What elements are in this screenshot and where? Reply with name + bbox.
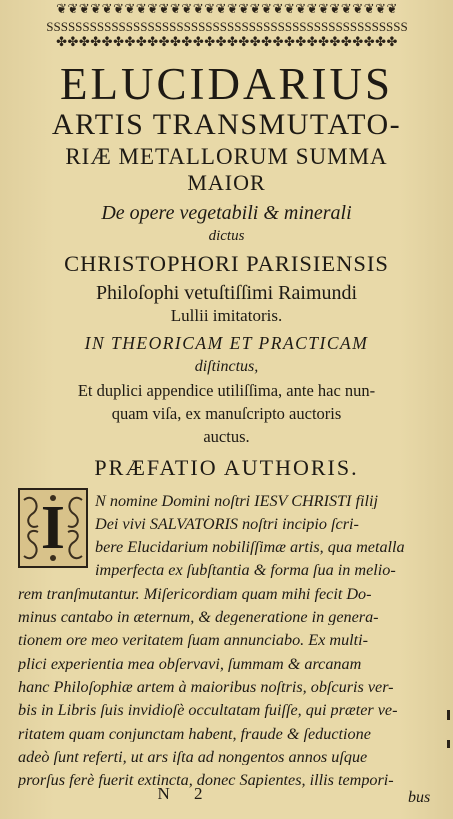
signature-mark: N 2 (157, 784, 213, 803)
preface-line: adeò ſunt referti, ut ars iſta ad nongentos annos uſque (18, 749, 368, 766)
preface-line: rem tranſmutantur. Miſericordiam quam mihi fecit Do- (18, 586, 372, 603)
preface-line: bere Elucidarium nobiliſſimæ artis, qua metalla (95, 539, 405, 556)
title-line-1: ELUCIDARIUS (60, 59, 393, 109)
section-heading: PRÆFATIO AUTHORIS. (94, 455, 359, 480)
preface-line: N nomine Domini noſtri IESV CHRISTI filij (95, 493, 378, 510)
preface-line: plici experientia mea obſervavi, ſummam & arcanam (18, 656, 362, 673)
preface-line: tionem ore meo veritatem ſuam annunciabo. Ex multi- (18, 632, 369, 649)
division-line-1: IN THEORICAM ET PRACTICAM (84, 333, 369, 353)
division-line-4: quam viſa, ex manuſcripto auctoris (111, 404, 342, 423)
preface-line: ritatem quam conjunctam habent, fraude & ſeductione (18, 726, 371, 743)
ornament-row-s-band: SSSSSSSSSSSSSSSSSSSSSSSSSSSSSSSSSSSSSSSSSSSSSSSSSS (46, 19, 408, 34)
preface-line: minus cantabo in æternum, & degeneratione in genera- (18, 609, 379, 626)
ornament-row-fleurons-top: ❦❦❦❦❦❦❦❦❦❦❦❦❦❦❦❦❦❦❦❦❦❦❦❦❦❦❦❦❦❦ (56, 2, 398, 17)
catchword: bus (408, 789, 431, 806)
title-line-3: RIÆ METALLORUM SUMMA (65, 144, 388, 169)
ornament-row-fleurons-bottom: ✤✤✤✤✤✤✤✤✤✤✤✤✤✤✤✤✤✤✤✤✤✤✤✤✤✤✤✤✤✤ (56, 35, 398, 50)
title-line-2: ARTIS TRANSMUTATO- (51, 108, 402, 141)
preface-line: bis in Libris ſuis invidioſè occultatam fuiſſe, qui præter ve- (18, 702, 398, 719)
page-edge-mark (444, 710, 453, 770)
preface-line: imperfecta ex ſubſtantia & forma ſua in melio- (95, 562, 396, 579)
subtitle-line-3: Philoſophi vetuſtiſſimi Raimundi (95, 282, 358, 304)
division-line-3: Et duplici appendice utiliſſima, ante hac nun- (77, 381, 376, 400)
drop-cap-letter: I (40, 493, 66, 562)
subtitle-line-2: dictus (208, 228, 245, 244)
division-line-2: diſtinctus, (194, 358, 259, 375)
division-line-5: auctus. (203, 427, 250, 446)
preface-line: prorſus ferè fuerit extincta, donec Sapientes, illis tempori- (18, 772, 394, 789)
author-name: CHRISTOPHORI PARISIENSIS (64, 251, 389, 276)
drop-cap-initial (18, 488, 88, 568)
preface-line: Dei vivi SALVATORIS noſtri incipio ſcri- (95, 516, 359, 533)
subtitle-line-1: De opere vegetabili & minerali (101, 202, 352, 224)
title-line-4: MAIOR (187, 170, 266, 195)
preface-line: hanc Philoſophiæ artem à maioribus noſtris, obſcuris ver- (18, 679, 394, 696)
subtitle-line-4: Lullii imitatoris. (170, 306, 283, 325)
